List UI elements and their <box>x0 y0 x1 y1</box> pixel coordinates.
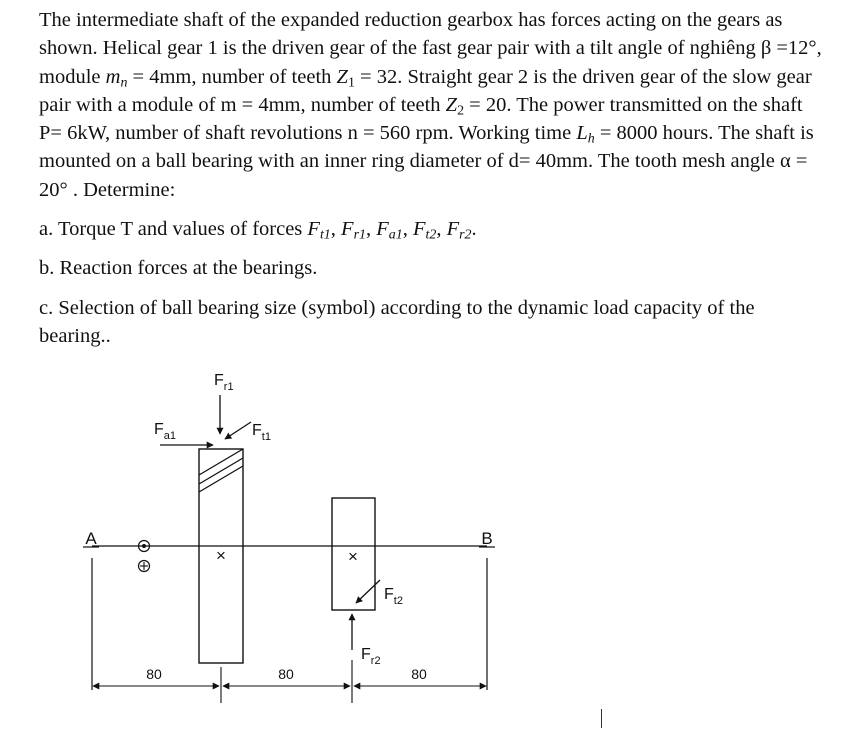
comma: , <box>365 218 377 241</box>
label-ft1: $F_{t1}$ <box>252 422 271 443</box>
gear-2-cross-icon: × <box>348 547 358 566</box>
intro-text-5: = 8000 hours. The shaft is mounted on a ball bearing with an inner ring diameter of d= 40mm. The tooth mesh angle α = 20° . Determine: <box>39 122 814 201</box>
label-fa1: $F_{a1}$ <box>154 421 177 442</box>
bearing-a <box>83 529 99 690</box>
dimension-2-label: 80 <box>278 666 294 682</box>
gear-1-cross-icon: × <box>216 546 226 565</box>
comma: , <box>402 218 413 241</box>
z1-subscript: 1 <box>347 75 355 91</box>
lh-symbol: L <box>576 122 588 145</box>
dimension-3-label: 80 <box>411 666 427 682</box>
bearing-b <box>479 529 495 690</box>
comma: , <box>330 218 342 241</box>
comma: , <box>436 218 447 241</box>
gear-2-spur <box>332 498 375 610</box>
question-a-text: a. Torque T and values of forces <box>39 218 308 241</box>
mn-symbol: m <box>105 65 121 88</box>
force-ft2-arrow <box>356 580 380 603</box>
fr2-subscript: r2 <box>459 227 472 243</box>
ft2-subscript: t2 <box>425 227 437 243</box>
z1-symbol: Z <box>336 65 348 88</box>
ft2-symbol: F <box>412 218 426 241</box>
label-fr2: $F_{r2}$ <box>361 646 381 667</box>
fr1-symbol: F <box>341 218 354 241</box>
mn-subscript: n <box>120 75 128 91</box>
intro-text-1: The intermediate shaft of the expanded reduction gearbox has forces acting on the gears as shown. Helical gear 1 is the driven gear of the fast gear pair with a tilt angle of nghiêng β =12°, module <box>39 9 822 88</box>
fa1-symbol: F <box>376 218 389 241</box>
z2-symbol: Z <box>445 93 458 116</box>
z2-subscript: 2 <box>457 103 465 119</box>
dimension-1-label: 80 <box>146 666 162 682</box>
question-b: b. Reaction forces at the bearings. <box>39 257 318 280</box>
fr2-symbol: F <box>446 218 460 241</box>
text-cursor <box>601 709 602 728</box>
period: . <box>471 218 477 241</box>
intro-text-4: = 20. The power transmitted on the shaft P= 6kW, number of shaft revolutions n = 560 rpm. Working time <box>39 93 803 145</box>
fr1-subscript: r1 <box>353 227 366 243</box>
label-ft2: $F_{t2}$ <box>384 586 403 607</box>
bearing-a-label: A <box>85 529 97 548</box>
moment-plus-icon <box>139 561 150 572</box>
ft1-subscript: t1 <box>319 227 331 243</box>
intro-text-3: = 32. Straight gear 2 is the driven gear of the slow gear pair with a module of m = 4mm, number of teeth <box>39 65 812 116</box>
bearing-b-label: B <box>481 529 493 548</box>
gear-1-helical <box>199 449 243 663</box>
fa1-subscript: a1 <box>388 227 403 243</box>
force-ft1-arrow <box>225 422 251 439</box>
ft1-symbol: F <box>307 218 320 241</box>
intro-text-2: = 4mm, number of teeth <box>127 65 337 88</box>
label-fr1: $F_{r1}$ <box>214 372 234 393</box>
lh-subscript: h <box>587 131 595 147</box>
question-c: c. Selection of ball bearing size (symbol) according to the dynamic load capacity of the bearing.. <box>39 296 755 347</box>
